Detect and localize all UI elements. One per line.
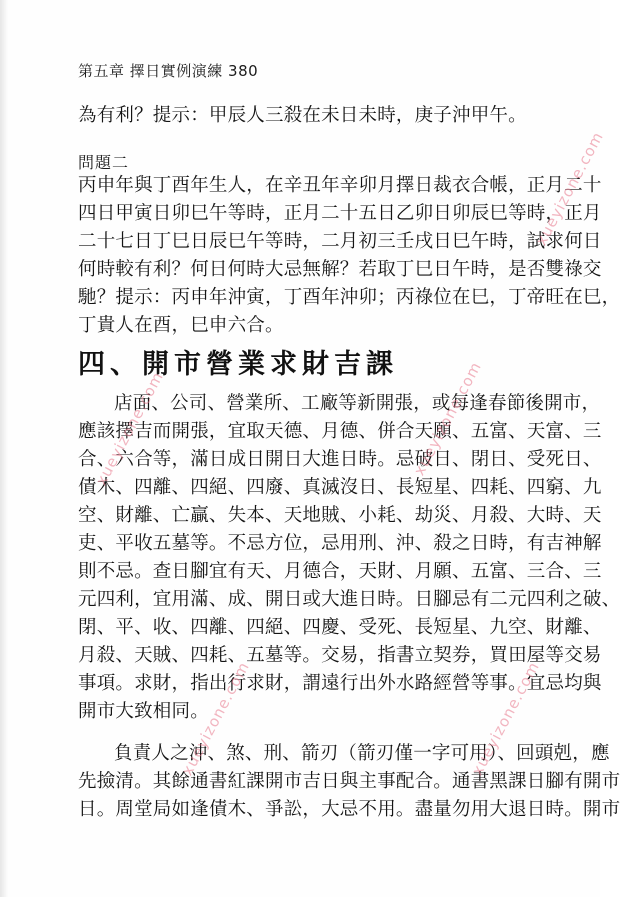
question-line: 四日甲寅日卯巳午等時，正月二十五日乙卯日卯辰巳等時，正月 (78, 203, 602, 224)
watermark: xueyizone.com (532, 128, 608, 249)
paragraph-line: 先撿清。其餘通書紅課開市吉日與主事配合。通書黑課日腳有開市 (78, 771, 620, 792)
paragraph-line: 吏、平收五墓等。不忌方位，忌用刑、沖、殺之日時，有吉神解 (78, 533, 602, 554)
watermark: xueyizone.com (178, 658, 254, 779)
paragraph-line: 開市大致相同。 (78, 701, 209, 722)
watermark: xueyizone.com (410, 358, 486, 479)
paragraph-line: 日。周堂局如逢債木、爭訟，大忌不用。盡量勿用大退日時。開市 (78, 799, 620, 820)
paragraph-line: 事項。求財，指出行求財，謂遠行出外水路經營等事。宜忌均與 (78, 673, 602, 694)
question-line: 二十七日丁巳日辰巳午等時，二月初三壬戌日巳午時，試求何日 (78, 231, 602, 252)
paragraph-line: 負責人之沖、煞、刑、箭刃（箭刃僅一字可用）、回頭剋，應 (114, 743, 610, 764)
paragraph-line: 應該擇吉而開張，宜取天德、月德、併合天願、五富、天富、三 (78, 421, 602, 442)
paragraph-line: 月殺、天賊、四耗、五墓等。交易，指書立契券，買田屋等交易 (78, 645, 602, 666)
paragraph-line: 閉、平、收、四離、四絕、四慶、受死、長短星、九空、財離、 (78, 617, 602, 638)
question-line: 馳？提示：丙申年沖寅，丁酉年沖卯；丙祿位在巳，丁帝旺在巳， (78, 287, 620, 308)
watermark: xueyizone.com (92, 368, 168, 489)
previous-answer-line: 為有利？提示：甲辰人三殺在未日未時，庚子沖甲午。 (78, 105, 527, 126)
watermark: xueyizone.com (468, 658, 544, 779)
question-line: 何時較有利？何日何時大忌無解？若取丁巳日午時，是否雙祿交 (78, 259, 602, 280)
paragraph-line: 空、財離、亡贏、失本、天地賊、小耗、劫災、月殺、大時、天 (78, 505, 602, 526)
paragraph-line: 合、六合等，滿日成日開日大進日時。忌破日、閉日、受死日、 (78, 449, 602, 470)
section-heading: 四、開市營業求財吉課 (78, 349, 398, 380)
paragraph-line: 元四利，宜用滿、成、開日或大進日時。日腳忌有二元四利之破、 (78, 589, 620, 610)
running-head: 第五章 擇日實例演練 380 (78, 62, 259, 80)
question-line: 丁貴人在酉，巳申六合。 (78, 315, 284, 336)
question-label: 問題二 (78, 153, 130, 172)
paragraph-line: 則不忌。查日腳宜有天、月德合，天財、月願、五富、三合、三 (78, 561, 602, 582)
paragraph-line: 債木、四離、四絕、四廢、真滅沒日、長短星、四耗、四窮、九 (78, 477, 602, 498)
question-line: 丙申年與丁酉年生人，在辛丑年辛卯月擇日裁衣合帳，正月二十 (78, 175, 602, 196)
paragraph-line: 店面、公司、營業所、工廠等新開張，或每逢春節後開市， (114, 393, 601, 414)
